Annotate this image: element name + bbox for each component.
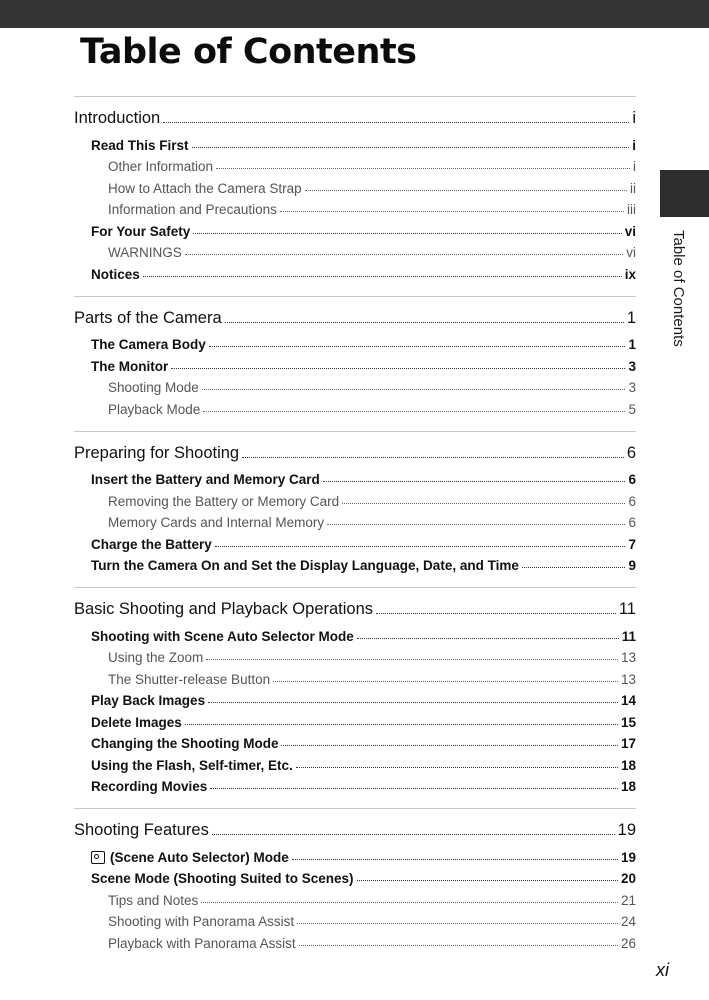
- dot-leader: [193, 233, 621, 234]
- dot-leader: [299, 945, 618, 946]
- toc-entry-title: The Monitor: [91, 358, 169, 374]
- toc-entry-title: Read This First: [91, 137, 189, 153]
- toc-entry-title: Charge the Battery: [91, 536, 212, 552]
- dot-leader: [305, 190, 627, 191]
- toc-entry-title: Shooting with Scene Auto Selector Mode: [91, 628, 354, 644]
- toc-section: [74, 296, 636, 417]
- dot-leader: [522, 567, 626, 568]
- toc-entry[interactable]: [74, 773, 636, 795]
- toc-page-number: 3: [628, 380, 636, 395]
- toc-section: [74, 808, 636, 951]
- toc-entry[interactable]: [74, 687, 636, 709]
- toc-entry[interactable]: [74, 174, 636, 196]
- toc-entry[interactable]: [74, 751, 636, 773]
- toc-section-heading[interactable]: [74, 818, 636, 840]
- toc-entry-title: Other Information: [108, 159, 214, 174]
- dot-leader: [206, 659, 618, 660]
- side-tab-marker[interactable]: [660, 170, 709, 217]
- toc-page-number: 1: [628, 337, 636, 352]
- dot-leader: [357, 638, 619, 639]
- toc-page-number: 11: [621, 628, 636, 644]
- toc-entry-title: Introduction: [74, 109, 161, 127]
- dot-leader: [201, 902, 618, 903]
- toc-page-number: 11: [618, 600, 636, 618]
- toc-entry-title: For Your Safety: [91, 223, 191, 239]
- dot-leader: [273, 681, 618, 682]
- dot-leader: [292, 859, 618, 860]
- toc-entry[interactable]: [74, 331, 636, 353]
- toc-page-number: 6: [626, 443, 636, 462]
- scene-auto-selector-icon: [91, 851, 105, 864]
- toc-page-number: 19: [617, 821, 636, 839]
- toc-entry-title: Using the Zoom: [108, 650, 204, 665]
- toc-entry-title: Recording Movies: [91, 779, 208, 794]
- toc-page-number: 13: [620, 650, 636, 665]
- toc-entry[interactable]: [74, 395, 636, 417]
- toc-entry[interactable]: [74, 644, 636, 666]
- toc-entry-title: Memory Cards and Internal Memory: [108, 515, 325, 530]
- toc-section: [74, 587, 636, 794]
- toc-page-number: 7: [628, 536, 636, 552]
- dot-leader: [342, 503, 625, 504]
- toc-entry-title: Notices: [91, 266, 140, 282]
- toc-entry[interactable]: [74, 929, 636, 951]
- dot-leader: [225, 322, 624, 323]
- toc-page-number: 3: [628, 358, 636, 374]
- toc-entry-title: Removing the Battery or Memory Card: [108, 493, 340, 509]
- toc-entry[interactable]: [74, 487, 636, 509]
- toc-entry[interactable]: [74, 131, 636, 153]
- toc-entry-title: Turn the Camera On and Set the Display Language, Date, and Time: [91, 558, 519, 573]
- dot-leader: [216, 168, 630, 169]
- page-title: Table of Contents: [80, 32, 417, 72]
- toc-page-number: ii: [630, 180, 636, 196]
- toc-page-number: iii: [627, 202, 636, 217]
- toc-entry[interactable]: [74, 374, 636, 396]
- toc-entry-title: (Scene Auto Selector) Mode: [110, 849, 289, 865]
- dot-leader: [376, 613, 616, 614]
- toc-section-heading[interactable]: [74, 106, 636, 128]
- table-of-contents: [74, 96, 636, 951]
- dot-leader: [203, 411, 625, 412]
- toc-page-number: 9: [628, 558, 636, 573]
- toc-entry[interactable]: [74, 239, 636, 261]
- toc-entry-title: The Camera Body: [91, 337, 206, 352]
- page-number: xi: [656, 960, 669, 980]
- toc-page-number: 13: [620, 671, 636, 687]
- dot-leader: [143, 276, 622, 277]
- dot-leader: [212, 834, 615, 835]
- toc-entry-title: The Shutter-release Button: [108, 671, 271, 687]
- toc-section-heading[interactable]: [74, 441, 636, 463]
- dot-leader: [185, 724, 618, 725]
- toc-page-number: 1: [626, 308, 636, 327]
- dot-leader: [163, 122, 629, 123]
- dot-leader: [297, 923, 618, 924]
- dot-leader: [210, 788, 618, 789]
- toc-entry[interactable]: [74, 708, 636, 730]
- toc-page-number: i: [632, 137, 636, 153]
- toc-entry-title: How to Attach the Camera Strap: [108, 180, 302, 196]
- toc-entry-title: Playback with Panorama Assist: [108, 935, 296, 951]
- toc-entry[interactable]: [74, 886, 636, 908]
- toc-entry-title: Shooting Mode: [108, 380, 199, 395]
- toc-entry-title: Play Back Images: [91, 693, 206, 708]
- toc-page-number: 24: [620, 914, 636, 929]
- toc-entry[interactable]: [74, 552, 636, 574]
- toc-entry[interactable]: [74, 865, 636, 887]
- toc-entry[interactable]: [74, 843, 636, 865]
- toc-entry-title: Delete Images: [91, 714, 182, 730]
- dot-leader: [209, 346, 626, 347]
- dot-leader: [280, 211, 624, 212]
- dot-leader: [185, 254, 624, 255]
- toc-entry-title: Parts of the Camera: [74, 308, 222, 327]
- toc-entry[interactable]: [74, 217, 636, 239]
- dot-leader: [202, 389, 626, 390]
- toc-entry[interactable]: [74, 352, 636, 374]
- toc-entry-title: Basic Shooting and Playback Operations: [74, 600, 374, 618]
- toc-entry-title: WARNINGS: [108, 245, 182, 260]
- toc-page-number: vi: [624, 223, 636, 239]
- dot-leader: [357, 880, 618, 881]
- dot-leader: [208, 702, 618, 703]
- toc-entry[interactable]: [74, 622, 636, 644]
- toc-entry-title: Shooting with Panorama Assist: [108, 914, 295, 929]
- dot-leader: [327, 524, 625, 525]
- toc-page-number: 6: [628, 472, 636, 487]
- toc-page-number: 17: [620, 736, 636, 751]
- toc-page-number: 26: [620, 935, 636, 951]
- toc-entry[interactable]: [74, 466, 636, 488]
- toc-section: [74, 96, 636, 282]
- toc-entry[interactable]: [74, 509, 636, 531]
- toc-entry[interactable]: [74, 665, 636, 687]
- toc-entry-title: Playback Mode: [108, 401, 201, 417]
- dot-leader: [242, 457, 624, 458]
- toc-entry[interactable]: [74, 196, 636, 218]
- dot-leader: [323, 481, 626, 482]
- toc-section-heading[interactable]: [74, 597, 636, 619]
- toc-page-number: 14: [620, 693, 636, 708]
- dot-leader: [215, 546, 626, 547]
- toc-page-number: 19: [620, 849, 636, 865]
- toc-entry-title: Information and Precautions: [108, 202, 277, 217]
- toc-page-number: 5: [628, 401, 636, 417]
- toc-page-number: 6: [628, 493, 636, 509]
- side-tab-label: Table of Contents: [670, 230, 687, 347]
- toc-page-number: 18: [620, 779, 636, 794]
- toc-page-number: 18: [620, 757, 636, 773]
- toc-entry[interactable]: [74, 260, 636, 282]
- toc-entry[interactable]: [74, 730, 636, 752]
- dot-leader: [192, 147, 630, 148]
- toc-page-number: ix: [624, 266, 636, 282]
- top-bar: [0, 0, 709, 28]
- dot-leader: [296, 767, 618, 768]
- toc-page-number: 20: [620, 871, 636, 886]
- dot-leader: [171, 368, 625, 369]
- toc-entry-title: Preparing for Shooting: [74, 443, 240, 462]
- toc-entry-title: Tips and Notes: [108, 892, 199, 908]
- toc-page-number: i: [633, 159, 636, 174]
- toc-entry-title: Shooting Features: [74, 821, 209, 839]
- toc-entry[interactable]: [74, 908, 636, 930]
- toc-page-number: vi: [626, 245, 636, 260]
- toc-entry-title: Using the Flash, Self-timer, Etc.: [91, 757, 293, 773]
- toc-section-heading[interactable]: [74, 306, 636, 328]
- toc-section: [74, 431, 636, 574]
- toc-entry[interactable]: [74, 153, 636, 175]
- toc-entry-title: Scene Mode (Shooting Suited to Scenes): [91, 871, 354, 886]
- toc-page-number: 6: [628, 515, 636, 530]
- toc-entry-title: Insert the Battery and Memory Card: [91, 472, 320, 487]
- dot-leader: [281, 745, 617, 746]
- toc-page-number: 15: [620, 714, 636, 730]
- toc-page-number: 21: [620, 892, 636, 908]
- toc-entry-title: Changing the Shooting Mode: [91, 736, 279, 751]
- toc-page-number: i: [632, 109, 636, 127]
- toc-entry[interactable]: [74, 530, 636, 552]
